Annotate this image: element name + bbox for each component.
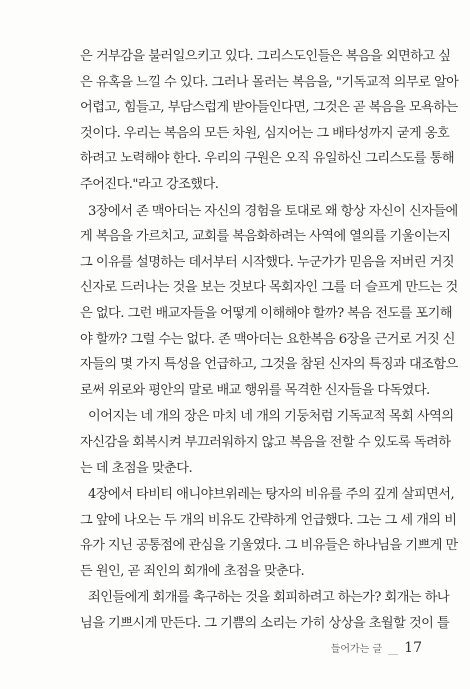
text-line: 유가 지닌 공통점에 관심을 기울였다. 그 비유들은 하나님을 기쁘게 만 bbox=[80, 538, 458, 554]
text-line: 죄인들에게 회개를 촉구하는 것을 회피하려고 하는가? 회개는 하나 bbox=[88, 590, 450, 606]
text-line: 로써 위로와 평안의 말로 배교 행위를 목격한 신자들을 다독였다. bbox=[80, 382, 430, 398]
body-text bbox=[80, 44, 459, 637]
text-line: 자신감을 회복시켜 부끄러워하지 않고 복음을 전할 수 있도록 독려하 bbox=[80, 434, 451, 450]
text-line: 3장에서 존 맥아더는 자신의 경험을 토대로 왜 항상 자신이 신자들에 bbox=[88, 203, 458, 219]
text-line: 은 거부감을 불러일으키고 있다. 그리스도인들은 복음을 외면하고 싶 bbox=[80, 49, 451, 64]
text-line: 은 없다. 그런 배교자들을 어떻게 이해해야 할까? 복음 전도를 포기해 bbox=[80, 305, 453, 321]
text-line: 은 유혹을 느낄 수 있다. 그러나 몰러는 복음을, "기독교적 의무로 알아 bbox=[80, 74, 459, 90]
text-line: 님을 기쁘시게 만든다. 그 기쁨의 소리는 가히 상상을 초월할 것이 틀 bbox=[80, 616, 450, 632]
footer-separator: __ bbox=[388, 644, 399, 655]
text-line: 그 이유를 설명하는 데서부터 시작했다. 누군가가 믿음을 저버린 거짓 bbox=[80, 254, 455, 270]
text-line: 하려고 노력해야 한다. 우리의 구원은 오직 유일하신 그리스도를 통해 bbox=[80, 151, 455, 167]
text-line: 야 할까? 그럴 수는 없다. 존 맥아더는 요한복음 6장을 근거로 거짓 신 bbox=[80, 331, 455, 347]
text-line: 이어지는 네 개의 장은 마치 네 개의 기둥처럼 기독교적 목회 사역의 bbox=[88, 409, 454, 425]
page-number: 17 bbox=[404, 640, 422, 656]
text-line: 것이다. 우리는 복음의 모든 차원, 심지어는 그 배타성까지 굳게 옹호 bbox=[80, 125, 450, 141]
text-line: 신자로 드러나는 것을 보는 것보다 목회자인 그를 더 슬프게 만드는 것 bbox=[80, 280, 458, 296]
text-line: 자들의 몇 가지 특성을 언급하고, 그것을 참된 신자의 특징과 대조함으 bbox=[80, 357, 458, 373]
text-line: 그 앞에 나오는 두 개의 비유도 간략하게 언급했다. 그는 그 세 개의 비 bbox=[80, 512, 457, 528]
text-line: 주어진다."라고 강조했다. bbox=[80, 176, 219, 192]
page-footer bbox=[331, 640, 422, 656]
text-line: 든 원인, 곧 죄인의 회개에 초점을 맞춘다. bbox=[80, 563, 305, 579]
text-line: 어렵고, 힘들고, 부담스럽게 받아들인다면, 그것은 곧 복음을 모욕하는 bbox=[80, 100, 458, 116]
text-line: 게 복음을 가르치고, 교회를 복음화하려는 사역에 열의를 기울이는지 bbox=[80, 229, 451, 245]
running-title: 들어가는 글 bbox=[330, 644, 383, 655]
text-line: 는 데 초점을 맞춘다. bbox=[80, 460, 193, 476]
text-line: 4장에서 타비티 애니야브위레는 탕자의 비유를 주의 깊게 살피면서, bbox=[88, 487, 455, 503]
